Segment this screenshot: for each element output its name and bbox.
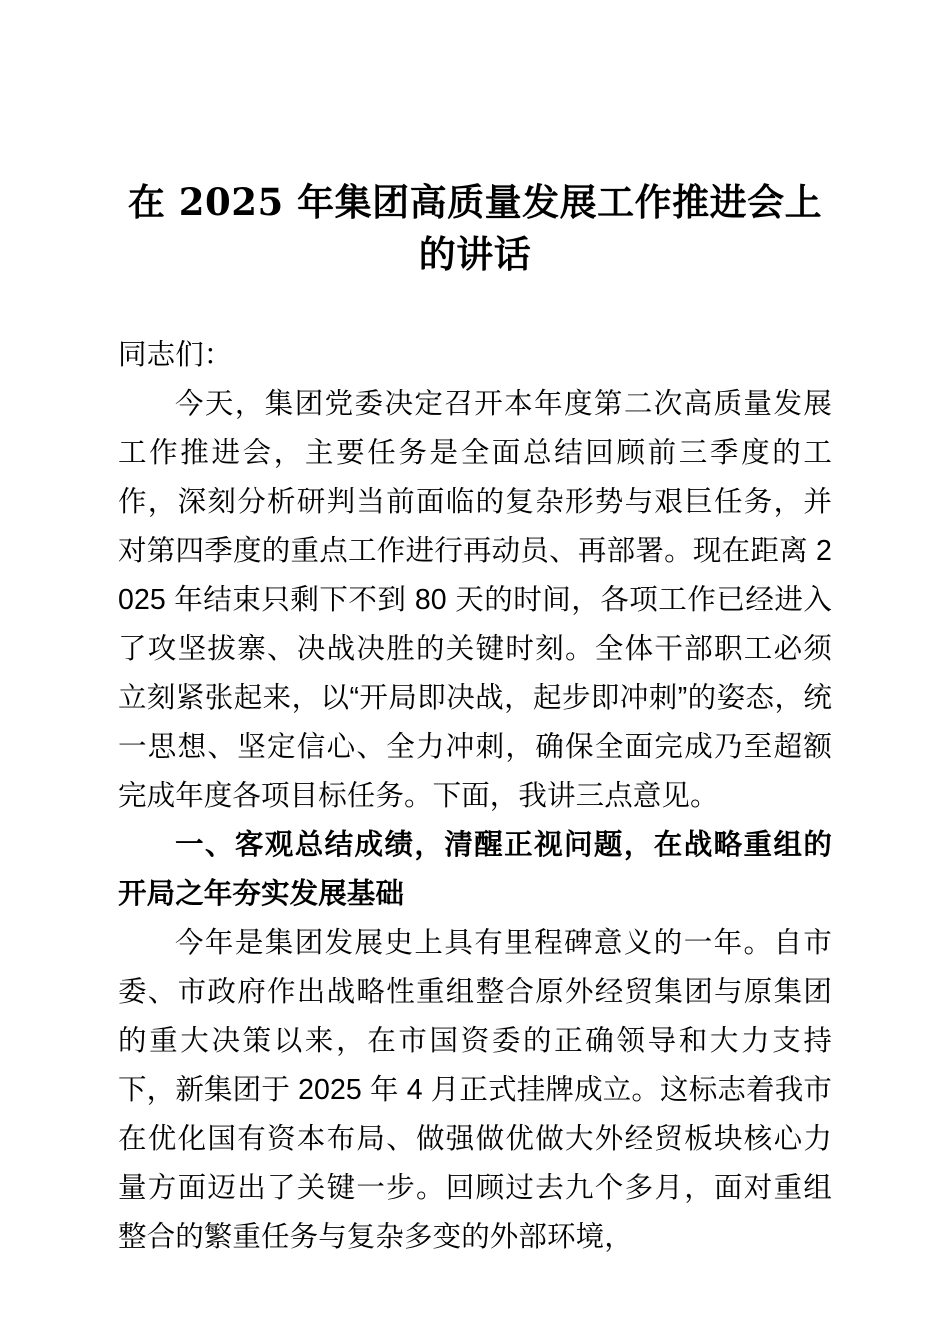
paragraph-section-one-body: 今年是集团发展史上具有里程碑意义的一年。自市委、市政府作出战略性重组整合原外经贸集团与原集团的重大决策以来，在市国资委的正确领导和大力支持下，新集团于 2025 年 4 月正式挂牌成立。这标志着我市在优化国有资本布局、做强做优做大外经贸板块核心力量方面迈出了关键一步。回顾过去九个多月，面对重组整合的繁重任务与复杂多变的外部环境， bbox=[118, 927, 832, 1253]
section-heading-one: 一、客观总结成绩，清醒正视问题，在战略重组的开局之年夯实发展基础 bbox=[118, 829, 832, 910]
salutation: 同志们： bbox=[118, 339, 233, 371]
document-body bbox=[118, 0, 832, 1262]
paragraph-opening: 今天，集团党委决定召开本年度第二次高质量发展工作推进会，主要任务是全面总结回顾前三季度的工作，深刻分析研判当前面临的复杂形势与艰巨任务，并对第四季度的重点工作进行再动员、再部署。现在距离 2025 年结束只剩下不到 80 天的时间，各项工作已经进入了攻坚拔寨、决战决胜的关键时刻。全体干部职工必须立刻紧张起来，以“开局即决战，起步即冲刺”的姿态，统一思想、坚定信心、全力冲刺，确保全面完成乃至超额完成年度各项目标任务。下面，我讲三点意见。 bbox=[118, 388, 832, 812]
document-title: 在 2025 年集团高质量发展工作推进会上的讲话 bbox=[127, 180, 823, 276]
